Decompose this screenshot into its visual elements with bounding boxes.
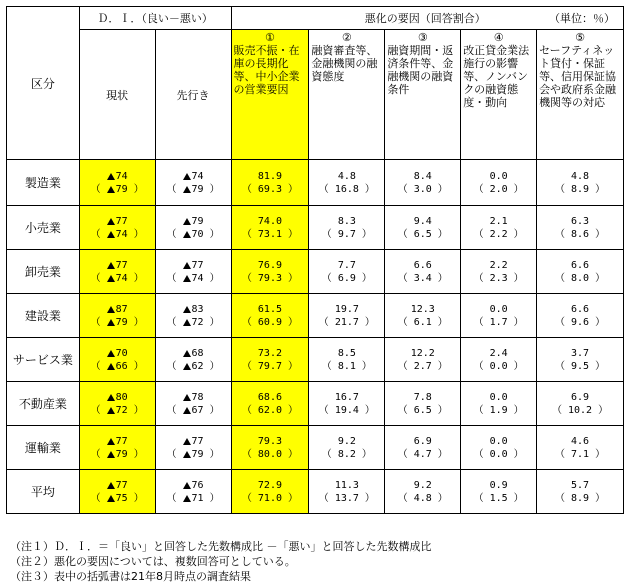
down-triangle-icon <box>183 186 191 193</box>
reasons-header <box>231 7 624 30</box>
row-label: 建設業 <box>7 294 80 338</box>
reason-4-cell: 0.0 （ 1.7 ） <box>461 294 537 338</box>
down-triangle-icon <box>107 218 115 225</box>
row-label: サービス業 <box>7 338 80 382</box>
down-triangle-icon <box>107 186 115 193</box>
down-triangle-icon <box>107 438 115 445</box>
di-outlook-cell: 83 （ 72 ） <box>155 294 231 338</box>
reason-2-cell: 16.7 （ 19.4 ） <box>309 382 385 426</box>
di-outlook-cell: 77 （ 74 ） <box>155 250 231 294</box>
down-triangle-icon <box>183 275 191 282</box>
down-triangle-icon <box>183 319 191 326</box>
table-row <box>7 206 624 250</box>
di-outlook-cell: 74 （ 79 ） <box>155 160 231 206</box>
di-current-cell: 87 （ 79 ） <box>79 294 155 338</box>
down-triangle-icon <box>183 218 191 225</box>
reason-4-cell: 0.0 （ 1.9 ） <box>461 382 537 426</box>
table-row <box>7 426 624 470</box>
current-header: 現状 <box>79 30 155 160</box>
down-triangle-icon <box>183 482 191 489</box>
down-triangle-icon <box>183 451 191 458</box>
reason-5-cell: 3.7 （ 9.5 ） <box>537 338 624 382</box>
reason-3-header: ③ 融資期間・返済条件等、金融機関の融資条件 <box>385 30 461 160</box>
reason-5-cell: 6.9 （ 10.2 ） <box>537 382 624 426</box>
di-table <box>6 6 624 514</box>
down-triangle-icon <box>107 262 115 269</box>
reason-1-cell: 81.9 （ 69.3 ） <box>231 160 309 206</box>
notes <box>10 539 432 584</box>
down-triangle-icon <box>107 394 115 401</box>
down-triangle-icon <box>107 363 115 370</box>
reason-3-cell: 7.8 （ 6.5 ） <box>385 382 461 426</box>
table-row <box>7 250 624 294</box>
reason-1-cell: 61.5 （ 60.9 ） <box>231 294 309 338</box>
reason-2-cell: 11.3 （ 13.7 ） <box>309 470 385 514</box>
di-current-cell: 77 （ 74 ） <box>79 250 155 294</box>
row-label: 製造業 <box>7 160 80 206</box>
reason-4-header: ④ 改正貸金業法施行の影響等、ノンバンクの融資態度・動向 <box>461 30 537 160</box>
di-current-cell: 70 （ 66 ） <box>79 338 155 382</box>
note-3: （注３）表中の括弧書は21年8月時点の調査結果 <box>10 570 251 583</box>
reasons-title: 悪化の要因（回答割合） <box>364 12 486 25</box>
reason-2-cell: 4.8 （ 16.8 ） <box>309 160 385 206</box>
row-label: 運輸業 <box>7 426 80 470</box>
down-triangle-icon <box>107 482 115 489</box>
reason-4-cell: 0.0 （ 2.0 ） <box>461 160 537 206</box>
reason-1-cell: 73.2 （ 79.7 ） <box>231 338 309 382</box>
note-2: （注２）悪化の要因については、複数回答可としている。 <box>10 555 296 568</box>
di-outlook-cell: 79 （ 70 ） <box>155 206 231 250</box>
down-triangle-icon <box>107 451 115 458</box>
reason-5-cell: 6.6 （ 8.0 ） <box>537 250 624 294</box>
down-triangle-icon <box>183 306 191 313</box>
row-label: 不動産業 <box>7 382 80 426</box>
down-triangle-icon <box>107 350 115 357</box>
reason-2-header: ② 融資審査等、金融機関の融資態度 <box>309 30 385 160</box>
table-row <box>7 470 624 514</box>
reason-1-cell: 68.6 （ 62.0 ） <box>231 382 309 426</box>
row-label: 卸売業 <box>7 250 80 294</box>
down-triangle-icon <box>183 231 191 238</box>
down-triangle-icon <box>183 173 191 180</box>
table-row <box>7 338 624 382</box>
reason-2-cell: 19.7 （ 21.7 ） <box>309 294 385 338</box>
di-current-cell: 77 （ 74 ） <box>79 206 155 250</box>
table-row <box>7 382 624 426</box>
down-triangle-icon <box>107 306 115 313</box>
reason-3-cell: 6.9 （ 4.7 ） <box>385 426 461 470</box>
reason-3-cell: 9.2 （ 4.8 ） <box>385 470 461 514</box>
reason-2-cell: 9.2 （ 8.2 ） <box>309 426 385 470</box>
reason-1-cell: 76.9 （ 79.3 ） <box>231 250 309 294</box>
reason-5-header: ⑤ セーフティネット貸付・保証等、信用保証協会や政府系金融機関等の対応 <box>537 30 624 160</box>
down-triangle-icon <box>183 350 191 357</box>
reason-2-cell: 8.3 （ 9.7 ） <box>309 206 385 250</box>
reason-3-cell: 9.4 （ 6.5 ） <box>385 206 461 250</box>
di-outlook-cell: 76 （ 71 ） <box>155 470 231 514</box>
di-header: Ｄ．Ｉ．（良い－悪い） <box>79 7 231 30</box>
reason-1-cell: 79.3 （ 80.0 ） <box>231 426 309 470</box>
reason-4-cell: 2.1 （ 2.2 ） <box>461 206 537 250</box>
reason-4-cell: 2.4 （ 0.0 ） <box>461 338 537 382</box>
down-triangle-icon <box>107 231 115 238</box>
reason-5-cell: 4.8 （ 8.9 ） <box>537 160 624 206</box>
note-1: （注１）Ｄ．Ｉ．＝「良い」と回答した先数構成比 －「悪い」と回答した先数構成比 <box>10 540 432 553</box>
down-triangle-icon <box>107 319 115 326</box>
di-outlook-cell: 77 （ 79 ） <box>155 426 231 470</box>
di-current-cell: 77 （ 79 ） <box>79 426 155 470</box>
down-triangle-icon <box>183 363 191 370</box>
down-triangle-icon <box>183 495 191 502</box>
reason-1-header: ① 販売不振・在庫の長期化等、中小企業の営業要因 <box>231 30 309 160</box>
di-current-cell: 80 （ 72 ） <box>79 382 155 426</box>
di-outlook-cell: 78 （ 67 ） <box>155 382 231 426</box>
row-label: 平均 <box>7 470 80 514</box>
reason-5-cell: 6.6 （ 9.6 ） <box>537 294 624 338</box>
down-triangle-icon <box>107 407 115 414</box>
reason-4-cell: 0.9 （ 1.5 ） <box>461 470 537 514</box>
reason-4-cell: 2.2 （ 2.3 ） <box>461 250 537 294</box>
reason-3-cell: 12.3 （ 6.1 ） <box>385 294 461 338</box>
reason-5-cell: 4.6 （ 7.1 ） <box>537 426 624 470</box>
reason-3-cell: 8.4 （ 3.0 ） <box>385 160 461 206</box>
unit-label: （単位：％） <box>549 12 615 25</box>
down-triangle-icon <box>107 173 115 180</box>
down-triangle-icon <box>183 438 191 445</box>
table-row <box>7 160 624 206</box>
row-label: 小売業 <box>7 206 80 250</box>
down-triangle-icon <box>107 495 115 502</box>
reason-3-cell: 6.6 （ 3.4 ） <box>385 250 461 294</box>
down-triangle-icon <box>107 275 115 282</box>
di-outlook-cell: 68 （ 62 ） <box>155 338 231 382</box>
di-current-cell: 77 （ 75 ） <box>79 470 155 514</box>
table-row <box>7 294 624 338</box>
reason-1-cell: 74.0 （ 73.1 ） <box>231 206 309 250</box>
reason-3-cell: 12.2 （ 2.7 ） <box>385 338 461 382</box>
reason-5-cell: 6.3 （ 8.6 ） <box>537 206 624 250</box>
down-triangle-icon <box>183 262 191 269</box>
reason-4-cell: 0.0 （ 0.0 ） <box>461 426 537 470</box>
down-triangle-icon <box>183 407 191 414</box>
reason-1-cell: 72.9 （ 71.0 ） <box>231 470 309 514</box>
reason-5-cell: 5.7 （ 8.9 ） <box>537 470 624 514</box>
outlook-header: 先行き <box>155 30 231 160</box>
di-current-cell: 74 （ 79 ） <box>79 160 155 206</box>
reason-2-cell: 8.5 （ 8.1 ） <box>309 338 385 382</box>
reason-2-cell: 7.7 （ 6.9 ） <box>309 250 385 294</box>
category-header: 区分 <box>7 7 80 160</box>
down-triangle-icon <box>183 394 191 401</box>
